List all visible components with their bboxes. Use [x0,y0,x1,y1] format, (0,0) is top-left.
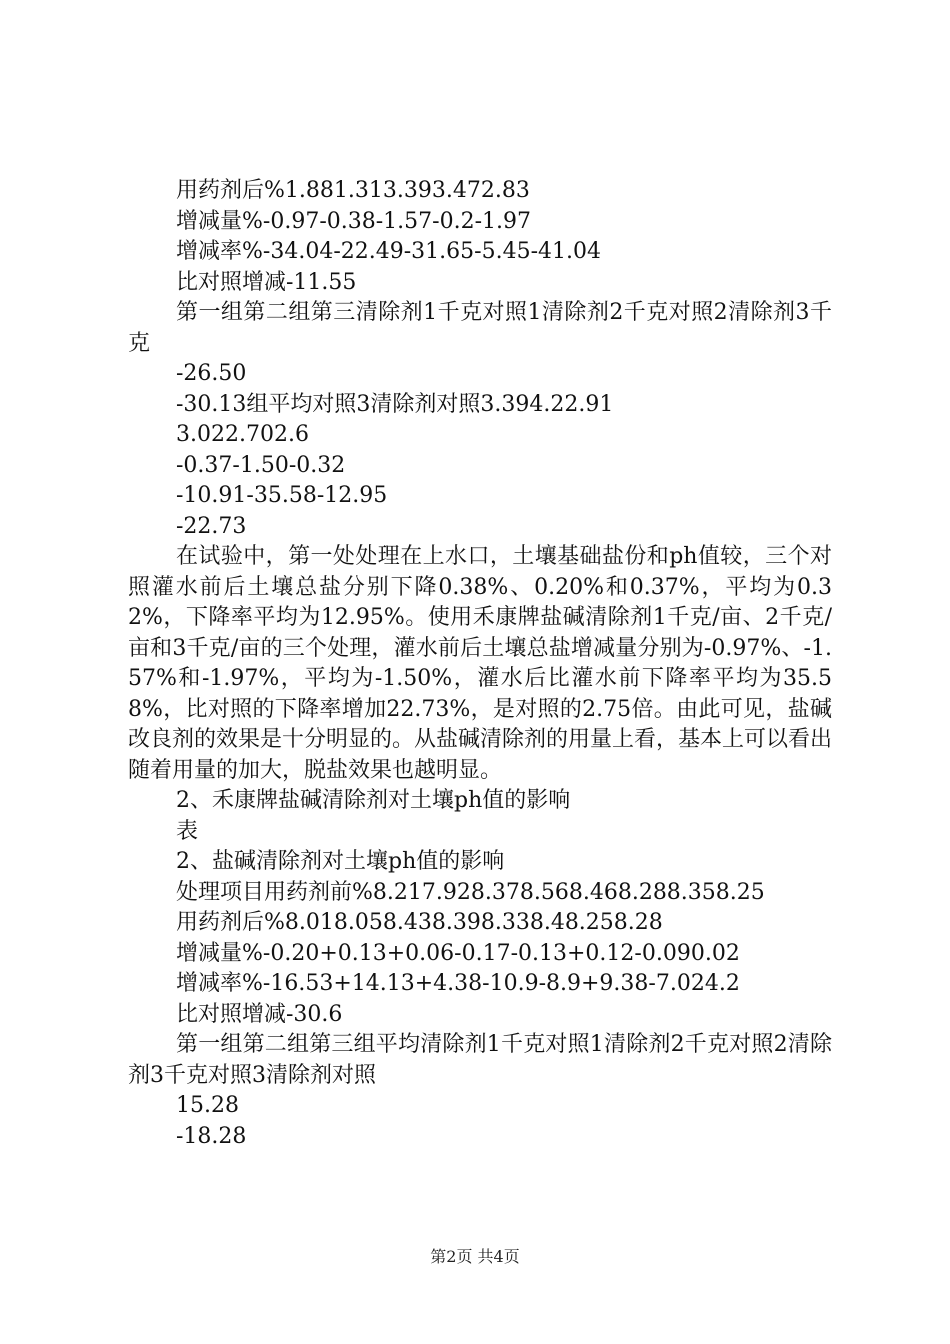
text-line: -0.37-1.50-0.32 [176,452,346,478]
document-body [128,176,832,1152]
text-line: 比对照增减-11.55 [176,269,357,295]
text-line: 增减量%-0.97-0.38-1.57-0.2-1.97 [176,208,531,234]
text-line: 15.28 [176,1093,239,1118]
text-line: -30.13组平均对照3清除剂对照3.394.22.91 [176,391,614,417]
section-heading: 2、禾康牌盐碱清除剂对土壤ph值的影响 [176,788,571,813]
text-line: -18.28 [176,1123,247,1149]
paragraph-main: 在试验中，第一处处理在上水口，土壤基础盐份和ph值较，三个对照灌水前后土壤总盐分别下降0.38%、0.20%和0.37%，平均为0.32%，下降率平均为12.95%。使用禾康牌盐碱清除剂1千克/亩、2千克/亩和3千克/亩的三个处理，灌水前后土壤总盐增减量分别为-0.97%、-1.57%和-1.97%，平均为-1.50%，灌水后比灌水前下降率平均为35.58%，比对照的下降率增加22.73%，是对照的2.75倍。由此可见，盐碱改良剂的效果是十分明显的。从盐碱清除剂的用量上看，基本上可以看出随着用量的加大，脱盐效果也越明显。 [128,544,833,783]
text-line: 处理项目用药剂前%8.217.928.378.568.468.288.358.25 [176,879,765,905]
text-line: -22.73 [176,513,247,539]
page-footer: 第2页 共4页 [430,1247,520,1266]
table-title: 2、盐碱清除剂对土壤ph值的影响 [176,849,505,874]
text-line: 增减率%-16.53+14.13+4.38-10.9-8.9+9.38-7.024.2 [176,971,740,996]
text-line: 增减量%-0.20+0.13+0.06-0.17-0.13+0.12-0.090.02 [176,940,740,966]
paragraph-groups-2: 第一组第二组第三组平均清除剂1千克对照1清除剂2千克对照2清除剂3千克对照3清除剂对照 [128,1032,832,1088]
text-line: 3.022.702.6 [176,422,309,447]
text-line: 用药剂后%8.018.058.438.398.338.48.258.28 [176,910,663,935]
paragraph-groups-1: 第一组第二组第三清除剂1千克对照1清除剂2千克对照2清除剂3千克 [128,300,832,356]
text-line: -26.50 [176,361,247,386]
table-label: 表 [176,818,199,844]
text-line: -10.91-35.58-12.95 [176,483,388,508]
text-line: 比对照增减-30.6 [176,1001,343,1027]
text-line: 增减率%-34.04-22.49-31.65-5.45-41.04 [176,239,601,264]
text-line: 用药剂后%1.881.313.393.472.83 [176,178,530,203]
